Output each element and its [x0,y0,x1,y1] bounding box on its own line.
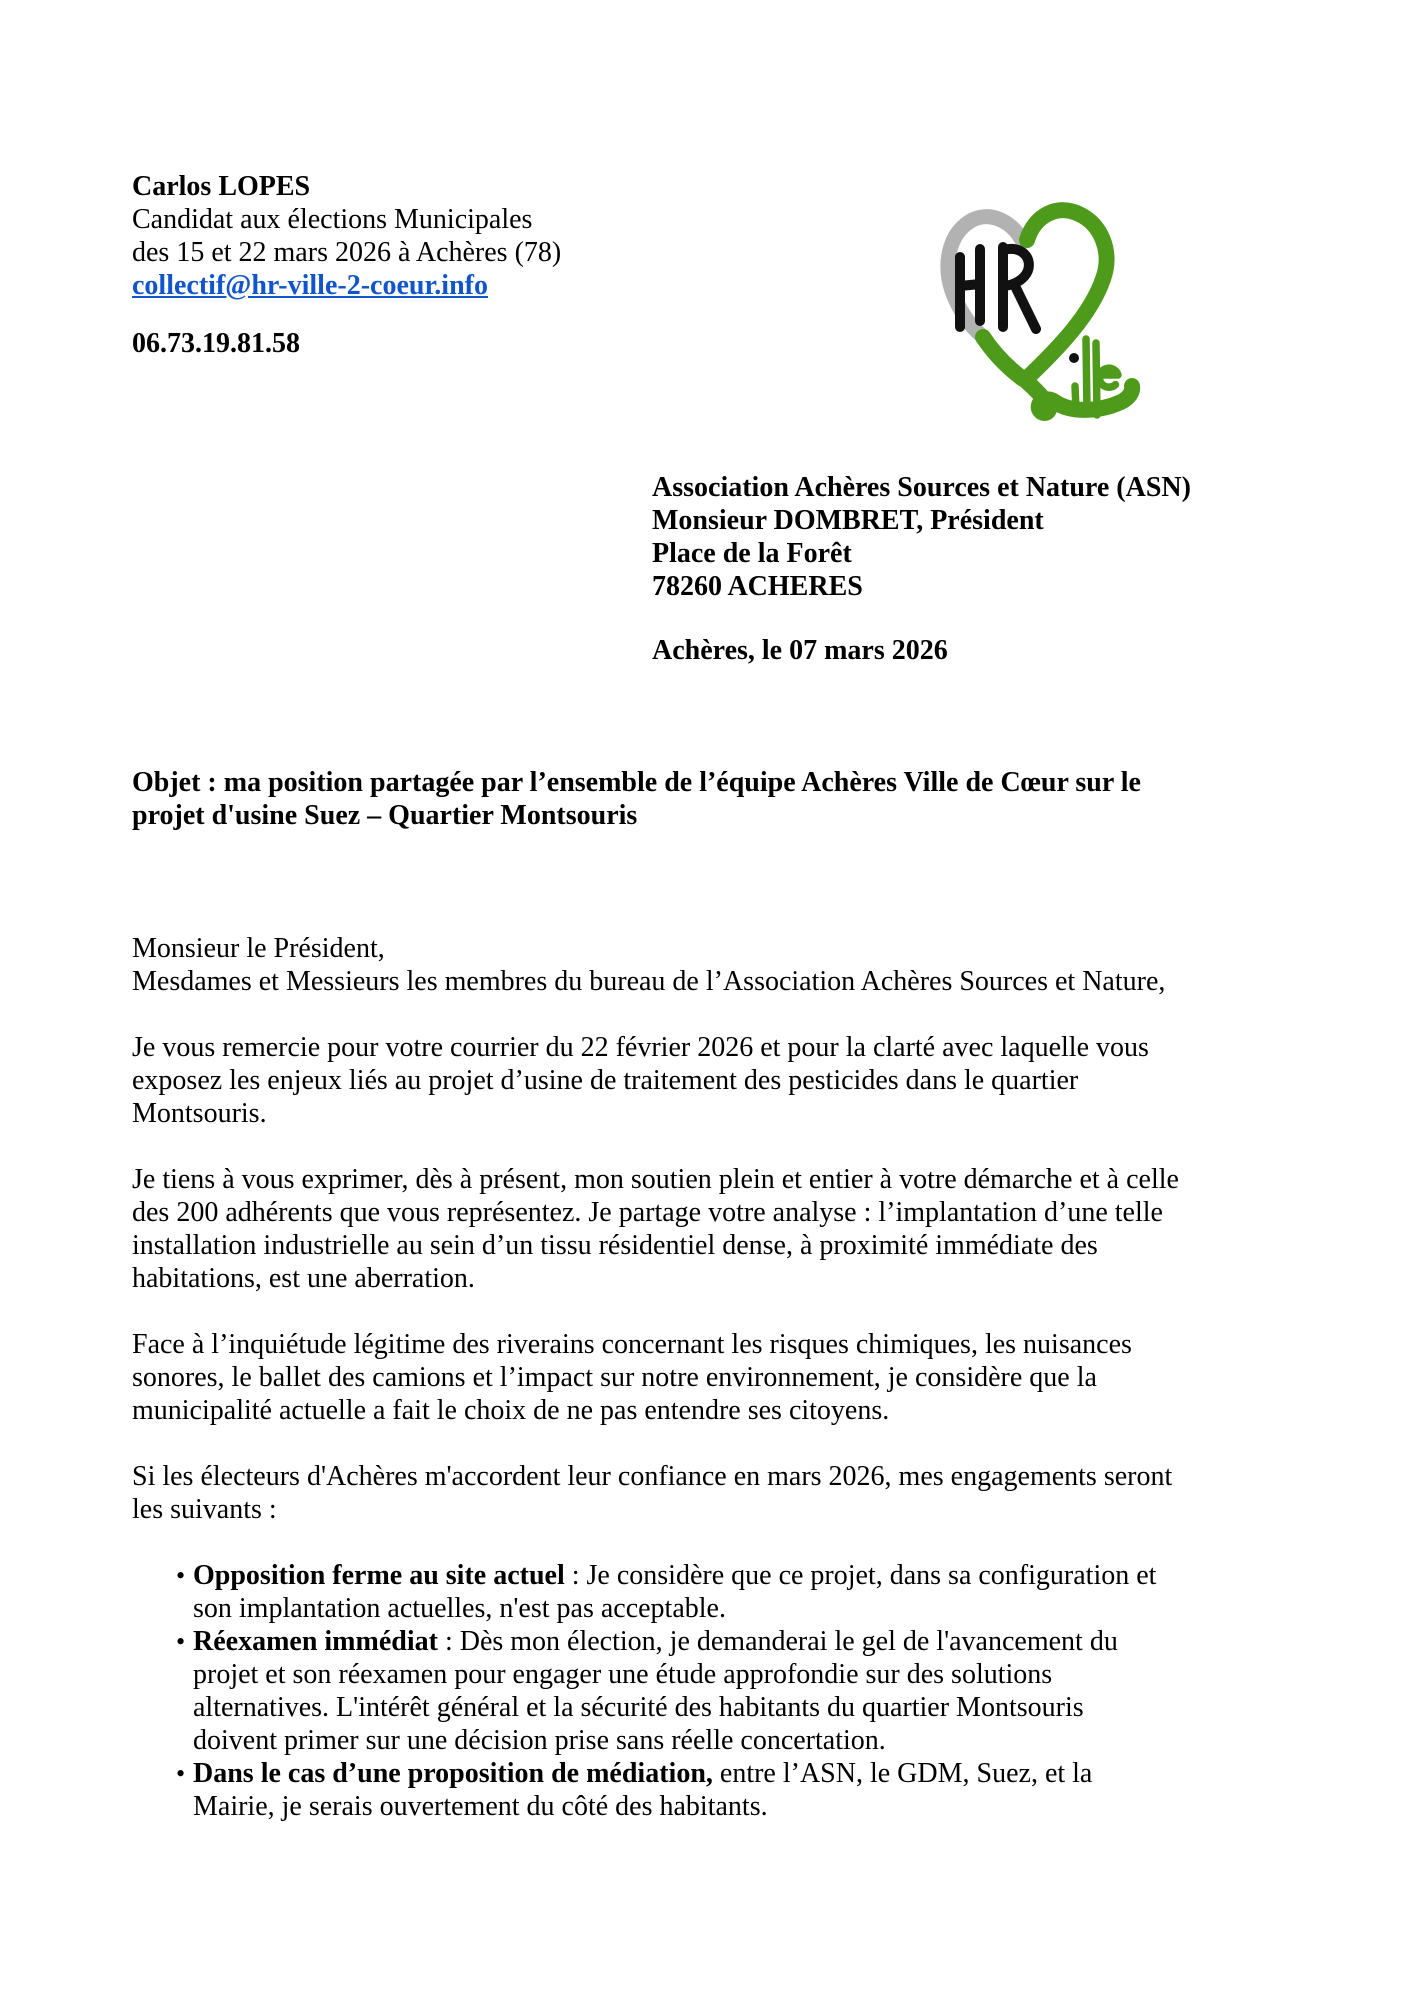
sender-name: Carlos LOPES [132,171,311,202]
i-dot [1069,353,1079,363]
letter-r [1003,247,1036,329]
sender-election-info: des 15 et 22 mars 2026 à Achères (78) [132,237,562,268]
salutation: Monsieur le Président, Mesdames et Messieurs les membres du bureau de l’Association Achères Sources et Nature, [132,933,1166,997]
bullet-lead: Opposition ferme au site actuel [193,1560,565,1591]
list-item [193,1559,1394,1625]
hr2ville-logo [903,182,1163,422]
bullet-lead: Dans le cas d’une proposition de médiation, [193,1758,713,1789]
bullet-lead: Réexamen immédiat [193,1626,438,1657]
sender-email-line [132,269,561,302]
recipient-organization: Association Achères Sources et Nature (ASN) [652,472,1191,503]
bullet-text: : Dès mon élection, je demanderai le gel de l'avancement du projet et son réexamen pour engager une étude approfondie sur des solutions alternatives. L'intérêt général et la sécurité des habitants du quartier Montsouris doivent primer sur une décision prise sans réelle concertation. [193,1626,1118,1756]
recipient-contact: Monsieur DOMBRET, Président [652,505,1044,536]
recipient-street: Place de la Forêt [652,538,852,569]
paragraph-commitments-intro: Si les électeurs d'Achères m'accordent leur confiance en mars 2026, mes engagements seront les suivants : [132,1461,1173,1525]
commitments-list [132,1559,1394,1823]
list-item [193,1757,1394,1823]
paragraph-thanks: Je vous remercie pour votre courrier du 22 février 2026 et pour la clarté avec laquelle vous exposez les enjeux liés au projet d’usine de traitement des pesticides dans le quartier Montsouris. [132,1032,1149,1129]
paragraph-concerns: Face à l’inquiétude légitime des riverains concernant les risques chimiques, les nuisances sonores, le ballet des camions et l’impact sur notre environnement, je considère que la municipalité actuelle a fait le choix de ne pas entendre ses citoyens. [132,1329,1132,1426]
paragraph-support: Je tiens à vous exprimer, dès à présent, mon soutien plein et entier à votre démarche et à celle des 200 adhérents que vous représentez. Je partage votre analyse : l’implantation d’une telle installation industrielle au sein d’un tissu résidentiel dense, à proximité immédiate des habitations, est une aberration. [132,1164,1179,1294]
letter-body [132,932,1394,1823]
list-item [193,1625,1394,1757]
bullet-text: entre l’ASN, le GDM, Suez, et la Mairie, je serais ouvertement du côté des habitants. [193,1758,1093,1822]
bullet-text: : Je considère que ce projet, dans sa configuration et son implantation actuelles, n'est pas acceptable. [193,1560,1157,1624]
sender-phone: 06.73.19.81.58 [132,328,300,359]
heart-left-green-segment [983,337,1023,379]
sender-role: Candidat aux élections Municipales [132,204,533,235]
subject-line: Objet : ma position partagée par l’ensemble de l’équipe Achères Ville de Cœur sur le projet d'usine Suez – Quartier Montsouris [132,767,1141,831]
recipient-block [652,471,1191,667]
sender-block [132,170,561,360]
email-link[interactable]: collectif@hr-ville-2-coeur.info [132,270,488,301]
recipient-city: 78260 ACHERES [652,571,863,602]
letter-date: Achères, le 07 mars 2026 [652,635,948,666]
